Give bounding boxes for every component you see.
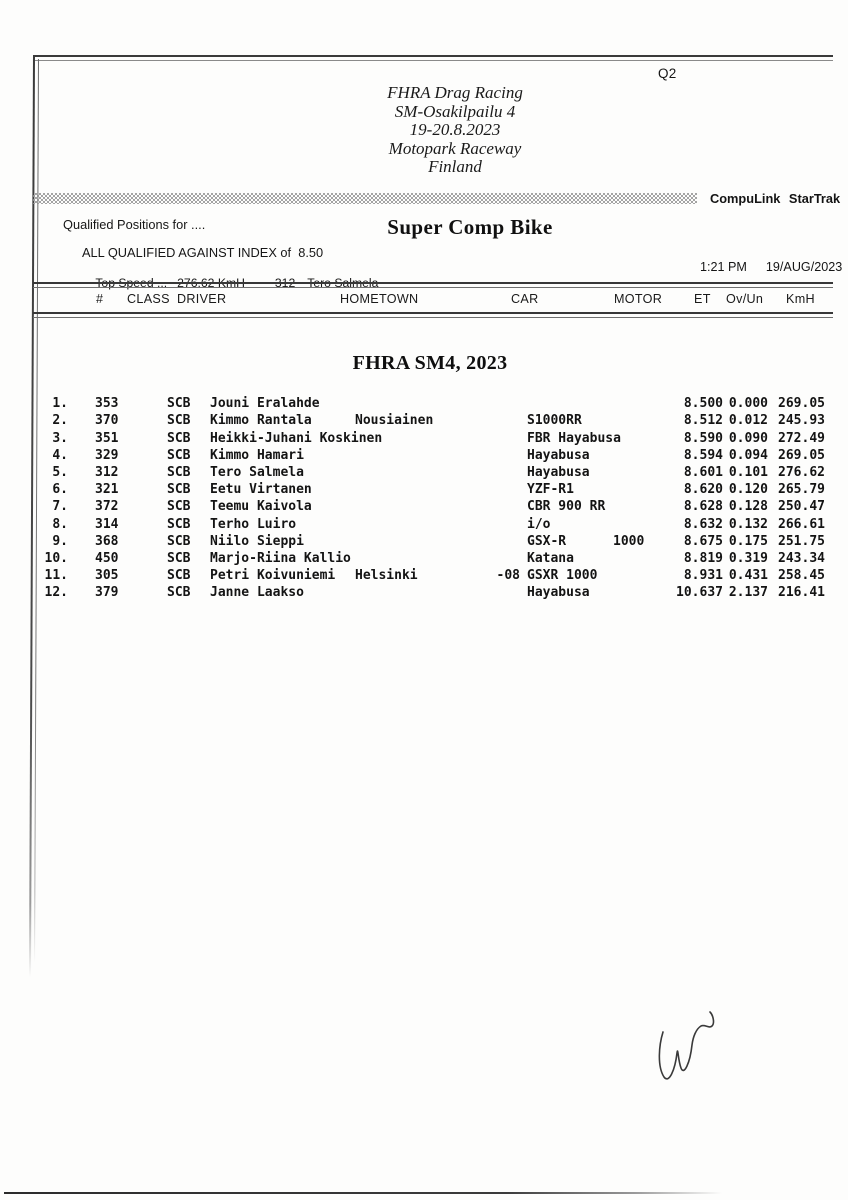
class-cell: SCB [167,448,191,463]
table-row [0,551,848,568]
col-header-class: CLASS [127,292,170,306]
driver-name: Eetu Virtanen [210,482,312,497]
col-header-motor: MOTOR [614,292,663,306]
ovun-cell: 0.120 [728,482,768,497]
car-cell [527,482,574,497]
car-number: 450 [95,551,119,566]
car-prefix: -08 [496,568,520,583]
hometown-cell: Helsinki [355,568,418,583]
row-position: 7. [52,499,68,514]
driver-name: Kimmo Hamari [210,448,304,463]
et-cell: 8.500 [683,396,723,411]
kmh-cell: 265.79 [778,482,825,497]
driver-name: Teemu Kaivola [210,499,312,514]
kmh-cell: 276.62 [778,465,825,480]
row-position: 3. [52,431,68,446]
ovun-cell: 0.094 [728,448,768,463]
class-cell: SCB [167,551,191,566]
car-number: 368 [95,534,119,549]
class-cell: SCB [167,482,191,497]
car-model: FBR Hayabusa [527,431,621,446]
car-cell [527,551,574,566]
et-cell: 8.628 [683,499,723,514]
halftone-separator-band [33,193,697,204]
ovun-cell: 0.132 [728,517,768,532]
table-row [0,465,848,482]
car-number: 312 [95,465,119,480]
car-model: Katana [527,551,574,566]
col-header-ovun: Ov/Un [726,292,764,306]
table-row [0,499,848,516]
car-model: Hayabusa [527,448,590,463]
event-header-line-4: Motopark Raceway [388,138,522,158]
event-header-line-5: Finland [428,157,482,177]
table-row [0,448,848,465]
car-number: 372 [95,499,119,514]
table-row [0,396,848,413]
table-row [0,517,848,534]
print-time: 1:21 PM [700,260,747,274]
car-model: i/o [527,517,551,532]
driver-name: Terho Luiro [210,517,297,532]
ovun-cell: 0.175 [728,534,768,549]
table-row [0,534,848,551]
kmh-cell: 245.93 [778,413,825,428]
class-cell: SCB [167,431,191,446]
class-title: Super Comp Bike [387,215,553,239]
row-position: 2. [52,413,68,428]
class-cell: SCB [167,413,191,428]
event-header-line-3: 19-20.8.2023 [409,120,501,140]
ovun-cell: 0.431 [728,568,768,583]
hometown-cell: Nousiainen [355,413,434,428]
kmh-cell: 250.47 [778,499,825,514]
col-header-number: # [96,292,104,306]
et-cell: 8.594 [683,448,723,463]
signature [640,1000,730,1090]
col-header-et: ET [694,292,711,306]
car-cell [527,585,590,600]
table-row [0,568,848,585]
et-cell: 8.675 [683,534,723,549]
car-model: Hayabusa [527,465,590,480]
qualified-positions-label: Qualified Positions for .... [63,217,206,232]
class-cell: SCB [167,585,191,600]
table-row [0,413,848,430]
event-header-line-1: FHRA Drag Racing [387,83,523,102]
et-cell: 10.637 [676,585,723,600]
class-cell: SCB [167,517,191,532]
table-row [0,482,848,499]
table-header-rule-bottom [33,312,833,318]
car-cell [527,517,550,532]
et-cell: 8.590 [683,431,723,446]
top-speed-value: 276.62 KmH [177,276,245,290]
car-cell [527,448,590,463]
kmh-cell: 266.61 [778,517,825,532]
driver-name: Tero Salmela [210,465,304,480]
car-model: GSX-R [527,534,567,549]
kmh-cell: 251.75 [778,534,825,549]
et-cell: 8.512 [683,413,723,428]
kmh-cell: 216.41 [778,585,825,600]
kmh-cell: 243.34 [778,551,825,566]
row-position: 12. [44,585,68,600]
class-cell: SCB [167,396,191,411]
kmh-cell: 258.45 [778,568,825,583]
row-position: 6. [52,482,68,497]
car-model: GSXR 1000 [527,568,598,583]
event-header [310,84,600,177]
et-cell: 8.819 [683,551,723,566]
kmh-cell: 272.49 [778,431,825,446]
top-speed-bike-number: 312 [274,276,296,290]
row-position: 8. [52,517,68,532]
driver-name: Heikki-Juhani Koskinen [210,431,383,446]
table-row [0,585,848,602]
et-cell: 8.601 [683,465,723,480]
row-position: 1. [52,396,68,411]
et-cell: 8.620 [683,482,723,497]
top-speed-driver: Tero Salmela [307,276,379,290]
table-header-rule-top [33,282,833,288]
top-speed-label: Top Speed ... [95,276,168,290]
car-model: S1000RR [527,413,582,428]
car-number: 305 [95,568,119,583]
driver-name: Niilo Sieppi [210,534,304,549]
ovun-cell: 0.090 [728,431,768,446]
row-position: 11. [44,568,68,583]
car-number: 314 [95,517,119,532]
ovun-cell: 0.000 [728,396,768,411]
car-number: 370 [95,413,119,428]
row-position: 4. [52,448,68,463]
table-row [0,431,848,448]
driver-name: Jouni Eralahde [210,396,320,411]
row-position: 5. [52,465,68,480]
driver-name: Kimmo Rantala [210,413,312,428]
ovun-cell: 0.101 [728,465,768,480]
driver-name: Petri Koivuniemi [210,568,336,583]
car-number: 321 [95,482,119,497]
timing-system-brand: CompuLink StarTrak [710,191,841,206]
class-cell: SCB [167,534,191,549]
car-number: 379 [95,585,119,600]
ovun-cell: 0.319 [728,551,768,566]
index-line: ALL QUALIFIED AGAINST INDEX of 8.50 [82,245,324,260]
col-header-car: CAR [511,292,539,306]
round-label: Q2 [658,66,677,81]
event-header-line-2: SM-Osakilpailu 4 [394,101,516,121]
car-number: 329 [95,448,119,463]
ovun-cell: 2.137 [728,585,768,600]
page-border-top [33,55,833,61]
car-cell [527,534,566,549]
motor-cell: 1000 [613,534,645,549]
scan-bottom-edge-line [4,1192,722,1194]
class-cell: SCB [167,568,191,583]
car-cell [527,413,582,428]
ovun-cell: 0.012 [728,413,768,428]
col-header-driver: DRIVER [177,292,227,306]
col-header-hometown: HOMETOWN [340,292,419,306]
car-model: YZF-R1 [527,482,574,497]
car-number: 351 [95,431,119,446]
driver-name: Marjo-Riina Kallio [210,551,351,566]
et-cell: 8.931 [683,568,723,583]
car-number: 353 [95,396,119,411]
car-cell [527,465,590,480]
ovun-cell: 0.128 [728,499,768,514]
car-cell [496,568,598,583]
car-cell [527,499,605,514]
car-cell [527,431,621,446]
kmh-cell: 269.05 [778,396,825,411]
car-model: Hayabusa [527,585,590,600]
kmh-cell: 269.05 [778,448,825,463]
row-position: 10. [44,551,68,566]
driver-name: Janne Laakso [210,585,304,600]
print-date: 19/AUG/2023 [765,260,843,274]
car-model: CBR 900 RR [527,499,606,514]
class-cell: SCB [167,499,191,514]
et-cell: 8.632 [683,517,723,532]
class-cell: SCB [167,465,191,480]
table-title: FHRA SM4, 2023 [352,352,508,374]
col-header-kmh: KmH [786,292,815,306]
row-position: 9. [52,534,68,549]
